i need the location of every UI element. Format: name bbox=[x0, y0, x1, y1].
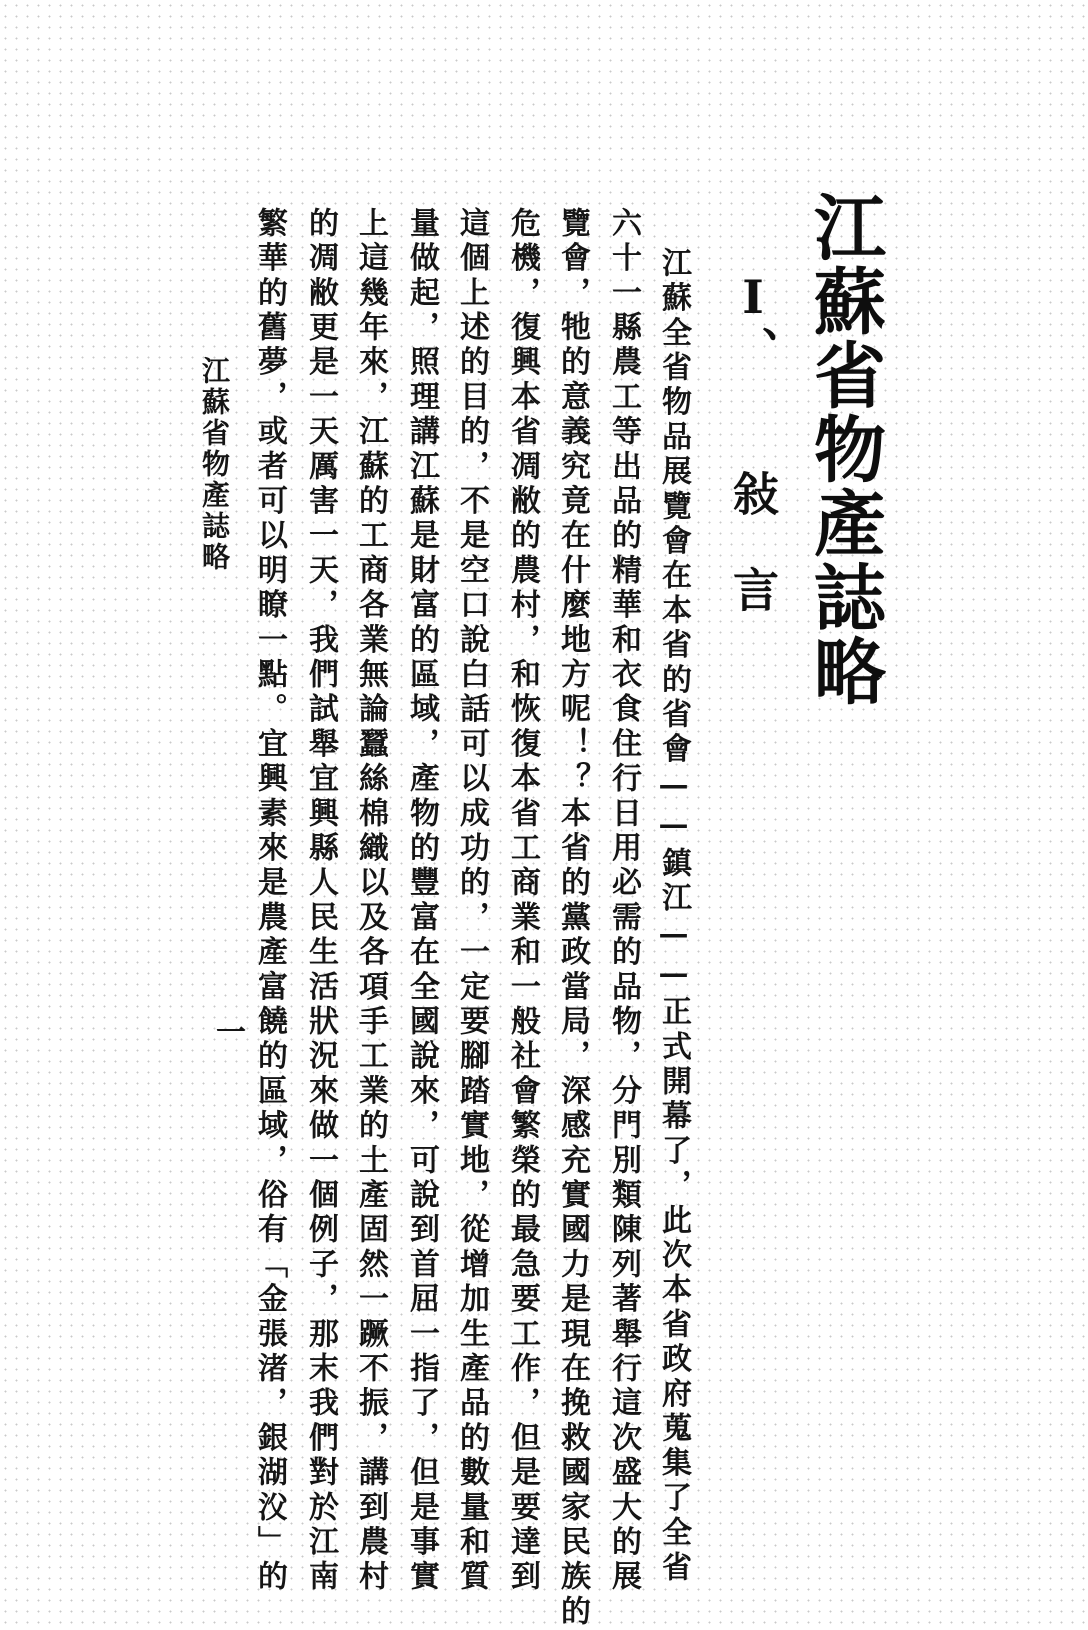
section-number: I、 bbox=[726, 270, 780, 374]
running-footer: 江蘇省物產誌略 bbox=[198, 356, 231, 573]
section-heading bbox=[726, 270, 780, 614]
body-line: 的凋敝更是一天厲害一天，我們試舉宜興縣人民生活狀況來做一個例子，那末我們對於江南 bbox=[303, 207, 338, 1595]
body-line: 覽會，牠的意義究竟在什麼地方呢！？本省的黨政當局，深感充實國力是現在挽救國家民族的 bbox=[555, 207, 590, 1630]
body-line: 危機，復興本省凋敝的農村，和恢復本省工商業和一般社會繁榮的最急要工作，但是要達到 bbox=[505, 207, 540, 1595]
section-title: 敍 言 bbox=[726, 470, 780, 614]
body-line: 上這幾年來，江蘇的工商各業無論蠶絲棉織以及各項手工業的土產固然一蹶不振，講到農村 bbox=[353, 207, 388, 1595]
body-line: 這個上述的目的，不是空口說白話可以成功的，一定要腳踏實地，從增加生產品的數量和質 bbox=[454, 207, 489, 1595]
body-line: 江蘇全省物品展覽會在本省的省會——鎮江——正式開幕了，此次本省政府蒐集了全省 bbox=[656, 247, 691, 1586]
body-line: 六十一縣農工等出品的精華和衣食住行日用必需的品物，分門別類陳列著舉行這次盛大的展 bbox=[606, 207, 641, 1595]
page-number: 一 bbox=[210, 1016, 245, 1046]
body-line: 繁華的舊夢，或者可以明瞭一點。宜興素來是農產富饒的區域，俗有「金張渚，銀湖㳇」的 bbox=[252, 207, 287, 1595]
body-line: 量做起，照理講江蘇是財富的區域，產物的豐富在全國說來，可說到首屈一指了，但是事實 bbox=[404, 207, 439, 1595]
document-title: 江蘇省物產誌略 bbox=[802, 190, 887, 708]
